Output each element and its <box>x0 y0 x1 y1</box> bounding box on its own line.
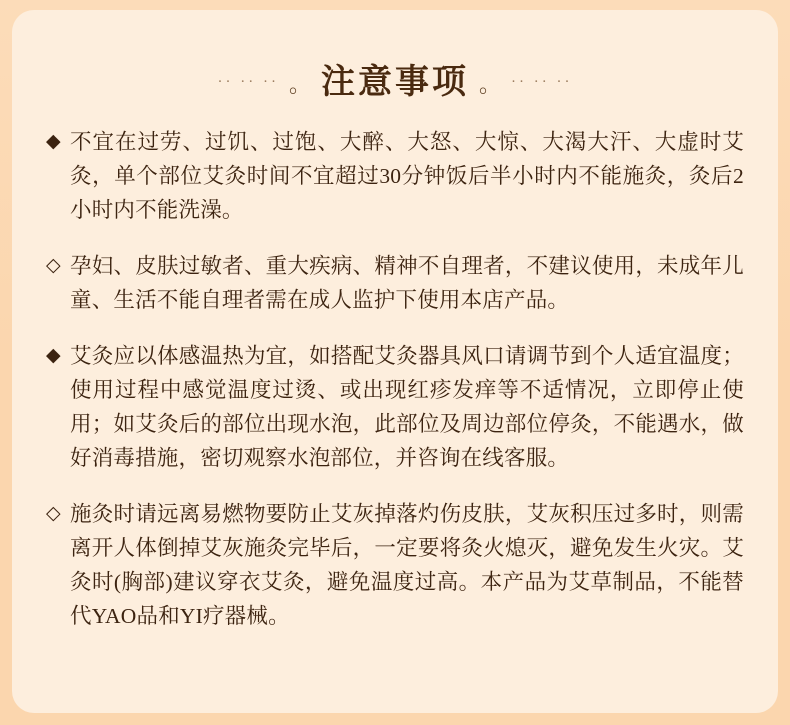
notice-text: 不宜在过劳、过饥、过饱、大醉、大怒、大惊、大渴大汗、大虚时艾灸，单个部位艾灸时间不宜超过30分钟饭后半小时内不能施灸，灸后2小时内不能洗澡。 <box>70 130 744 222</box>
notice-item <box>46 339 744 475</box>
filled-diamond-bullet-icon: ◆ <box>46 131 61 152</box>
hollow-diamond-bullet-icon: ◇ <box>46 255 61 276</box>
notice-item <box>46 125 744 227</box>
right-dots-ornament: ·· ·· ·· <box>511 74 573 90</box>
notice-item <box>46 497 744 633</box>
notice-text: 施灸时请远离易燃物要防止艾灰掉落灼伤皮肤，艾灰积压过多时，则需离开人体倒掉艾灰施灸完毕后，一定要将灸火熄灭，避免发生火灾。艾灸时(胸部)建议穿衣艾灸，避免温度过高。本产品为艾草制品，不能替代YAO品和YI疗器械。 <box>70 502 744 628</box>
notice-item <box>46 249 744 317</box>
notice-text: 艾灸应以体感温热为宜，如搭配艾灸器具风口请调节到个人适宜温度；使用过程中感觉温度过烫、或出现红疹发痒等不适情况，立即停止使用；如艾灸后的部位出现水泡，此部位及周边部位停灸，不能遇水，做好消毒措施，密切观察水泡部位，并咨询在线客服。 <box>70 344 744 470</box>
notice-text: 孕妇、皮肤过敏者、重大疾病、精神不自理者，不建议使用，未成年儿童、生活不能自理者需在成人监护下使用本店产品。 <box>70 254 744 312</box>
right-circle-mark-icon: 。 <box>479 71 502 97</box>
left-circle-mark-icon: 。 <box>288 71 311 97</box>
left-dots-ornament: ·· ·· ·· <box>217 74 279 90</box>
hollow-diamond-bullet-icon: ◇ <box>46 503 61 524</box>
page-title-row <box>46 54 744 103</box>
notice-card <box>12 10 778 713</box>
page-title: 注意事项 <box>321 64 469 101</box>
filled-diamond-bullet-icon: ◆ <box>46 345 61 366</box>
